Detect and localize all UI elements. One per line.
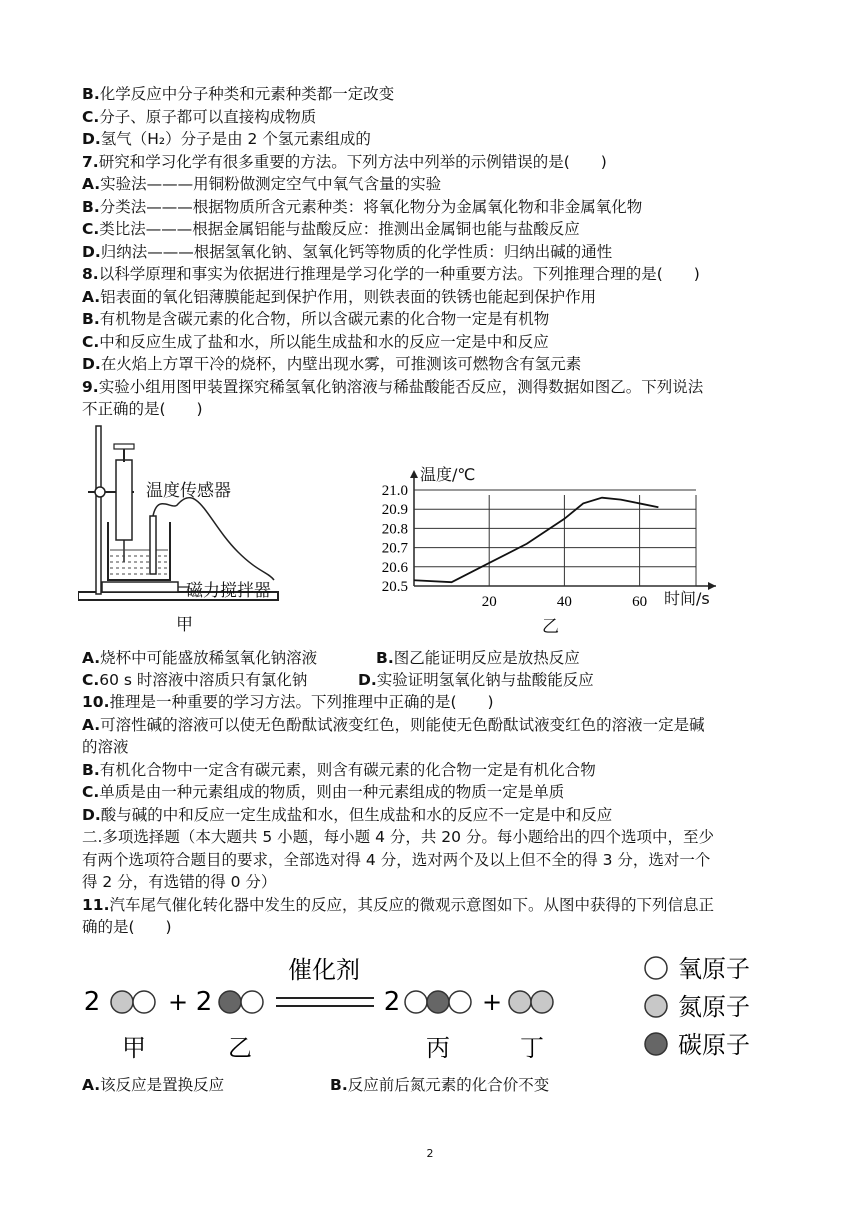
chart-xlabel: 时间/s	[664, 589, 710, 608]
line-l2: C.分子、原子都可以直接构成物质	[82, 107, 317, 126]
catalyst-label: 催化剂	[288, 956, 360, 984]
atom-nitrogen	[509, 991, 531, 1013]
y-axis-arrow	[410, 470, 418, 478]
line-q10: 10.推理是一种重要的学习方法。下列推理中正确的是( )	[82, 693, 494, 711]
plus-sign: +	[481, 988, 503, 1016]
stirrer-label: 磁力搅拌器	[186, 581, 271, 601]
legend-atom	[645, 957, 667, 979]
line-s2b: 有两个选项符合题目的要求，全部选对得 4 分，选对两个及以上但不全的得 3 分，选对一个	[82, 850, 711, 869]
legend-atom	[645, 1033, 667, 1055]
label-jia: 甲	[122, 1034, 146, 1062]
line-q9b: 不正确的是( )	[82, 400, 203, 418]
legend-label: 氮原子	[678, 993, 750, 1021]
atom-nitrogen	[111, 991, 133, 1013]
line-q7b: B.分类法———根据物质所含元素种类：将氧化物分为金属氧化物和非金属氧化物	[82, 197, 643, 216]
q9-option-a: A.烧杯中可能盛放稀氢氧化钠溶液	[82, 649, 318, 667]
x-tick-label: 60	[632, 594, 648, 610]
q9-option-c: C.60 s 时溶液中溶质只有氯化钠	[82, 671, 308, 689]
x-tick-label: 40	[556, 594, 572, 610]
sensor-label: 温度传感器	[146, 481, 231, 501]
coef-yi: 2	[195, 987, 213, 1017]
label-bing: 丙	[426, 1034, 450, 1062]
legend-atom	[645, 995, 667, 1017]
q9-option-d: D.实验证明氢氧化钠与盐酸能反应	[358, 671, 594, 689]
coef-bing: 2	[383, 987, 401, 1017]
q11-option-a: A.该反应是置换反应	[82, 1076, 225, 1094]
line-q8c: C.中和反应生成了盐和水，所以能生成盐和水的反应一定是中和反应	[82, 332, 549, 351]
atom-oxygen	[449, 991, 471, 1013]
line-q10a2: 的溶液	[82, 738, 129, 756]
atom-oxygen	[241, 991, 263, 1013]
line-q7: 7.研究和学习化学有很多重要的方法。下列方法中列举的示例错误的是( )	[82, 152, 607, 171]
label-yi: 乙	[228, 1034, 252, 1062]
reaction-diagram	[80, 948, 800, 1068]
x-tick-label: 20	[481, 594, 497, 610]
line-s2a: 二.多项选择题（本大题共 5 小题，每小题 4 分，共 20 分。每小题给出的四个选项中，至少	[82, 828, 714, 846]
line-s2c: 得 2 分，有选错的得 0 分）	[82, 873, 277, 891]
line-q11: 11.汽车尾气催化转化器中发生的反应，其反应的微观示意图如下。从图中获得的下列信息正	[82, 895, 714, 914]
line-l1: B.化学反应中分子种类和元素种类都一定改变	[82, 85, 395, 103]
atom-oxygen	[133, 991, 155, 1013]
y-tick-label: 20.5	[381, 579, 408, 595]
atom-nitrogen	[531, 991, 553, 1013]
line-q8d: D.在火焰上方罩干冷的烧杯，内壁出现水雾，可推测该可燃物含有氢元素	[82, 355, 582, 373]
line-q7d: D.归纳法———根据氢氧化钠、氢氧化钙等物质的化学性质：归纳出碱的通性	[82, 242, 613, 261]
line-q10b: B.有机化合物中一定含有碳元素，则含有碳元素的化合物一定是有机化合物	[82, 760, 596, 779]
label-ding: 丁	[520, 1034, 544, 1062]
line-q7c: C.类比法———根据金属铝能与盐酸反应：推测出金属铜也能与盐酸反应	[82, 220, 580, 238]
apparatus-figure	[78, 422, 298, 642]
atom-carbon	[427, 991, 449, 1013]
legend-label: 碳原子	[678, 1031, 750, 1059]
plus-sign: +	[167, 988, 189, 1016]
figure-caption-yi: 乙	[542, 617, 559, 637]
chart-ylabel: 温度/℃	[420, 465, 476, 484]
line-q9: 9.实验小组用图甲装置探究稀氢氧化钠溶液与稀盐酸能否反应，测得数据如图乙。下列说法	[82, 377, 704, 396]
y-tick-label: 20.6	[381, 559, 408, 576]
line-q11b: 确的是( )	[82, 918, 172, 936]
figure-caption-jia: 甲	[176, 615, 193, 635]
page-number: 2	[426, 1147, 434, 1160]
atom-oxygen	[405, 991, 427, 1013]
legend-label: 氧原子	[678, 955, 750, 983]
atom-carbon	[219, 991, 241, 1013]
line-q10a: A.可溶性碱的溶液可以使无色酚酞试液变红色，则能使无色酚酞试液变红色的溶液一定是碱	[82, 715, 705, 734]
line-l3: D.氢气（H₂）分子是由 2 个氢元素组成的	[82, 130, 371, 148]
q11-option-b: B.反应前后氮元素的化合价不变	[330, 1076, 550, 1094]
line-q8: 8.以科学原理和事实为依据进行推理是学习化学的一种重要方法。下列推理合理的是( )	[82, 265, 700, 283]
y-tick-label: 21.0	[381, 483, 408, 499]
y-tick-label: 20.8	[381, 521, 408, 538]
q9-option-b: B.图乙能证明反应是放热反应	[376, 649, 580, 667]
line-q10d: D.酸与碱的中和反应一定生成盐和水，但生成盐和水的反应不一定是中和反应	[82, 805, 613, 824]
line-q10c: C.单质是由一种元素组成的物质，则由一种元素组成的物质一定是单质	[82, 783, 565, 801]
y-tick-label: 20.7	[381, 540, 408, 557]
coef-jia: 2	[83, 987, 101, 1017]
line-q8a: A.铝表面的氧化铝薄膜能起到保护作用，则铁表面的铁锈也能起到保护作用	[82, 287, 597, 306]
y-tick-label: 20.9	[381, 502, 408, 519]
series-line	[414, 498, 658, 582]
line-q8b: B.有机物是含碳元素的化合物，所以含碳元素的化合物一定是有机物	[82, 310, 550, 328]
line-q7a: A.实验法———用铜粉做测定空气中氧气含量的实验	[82, 175, 442, 193]
